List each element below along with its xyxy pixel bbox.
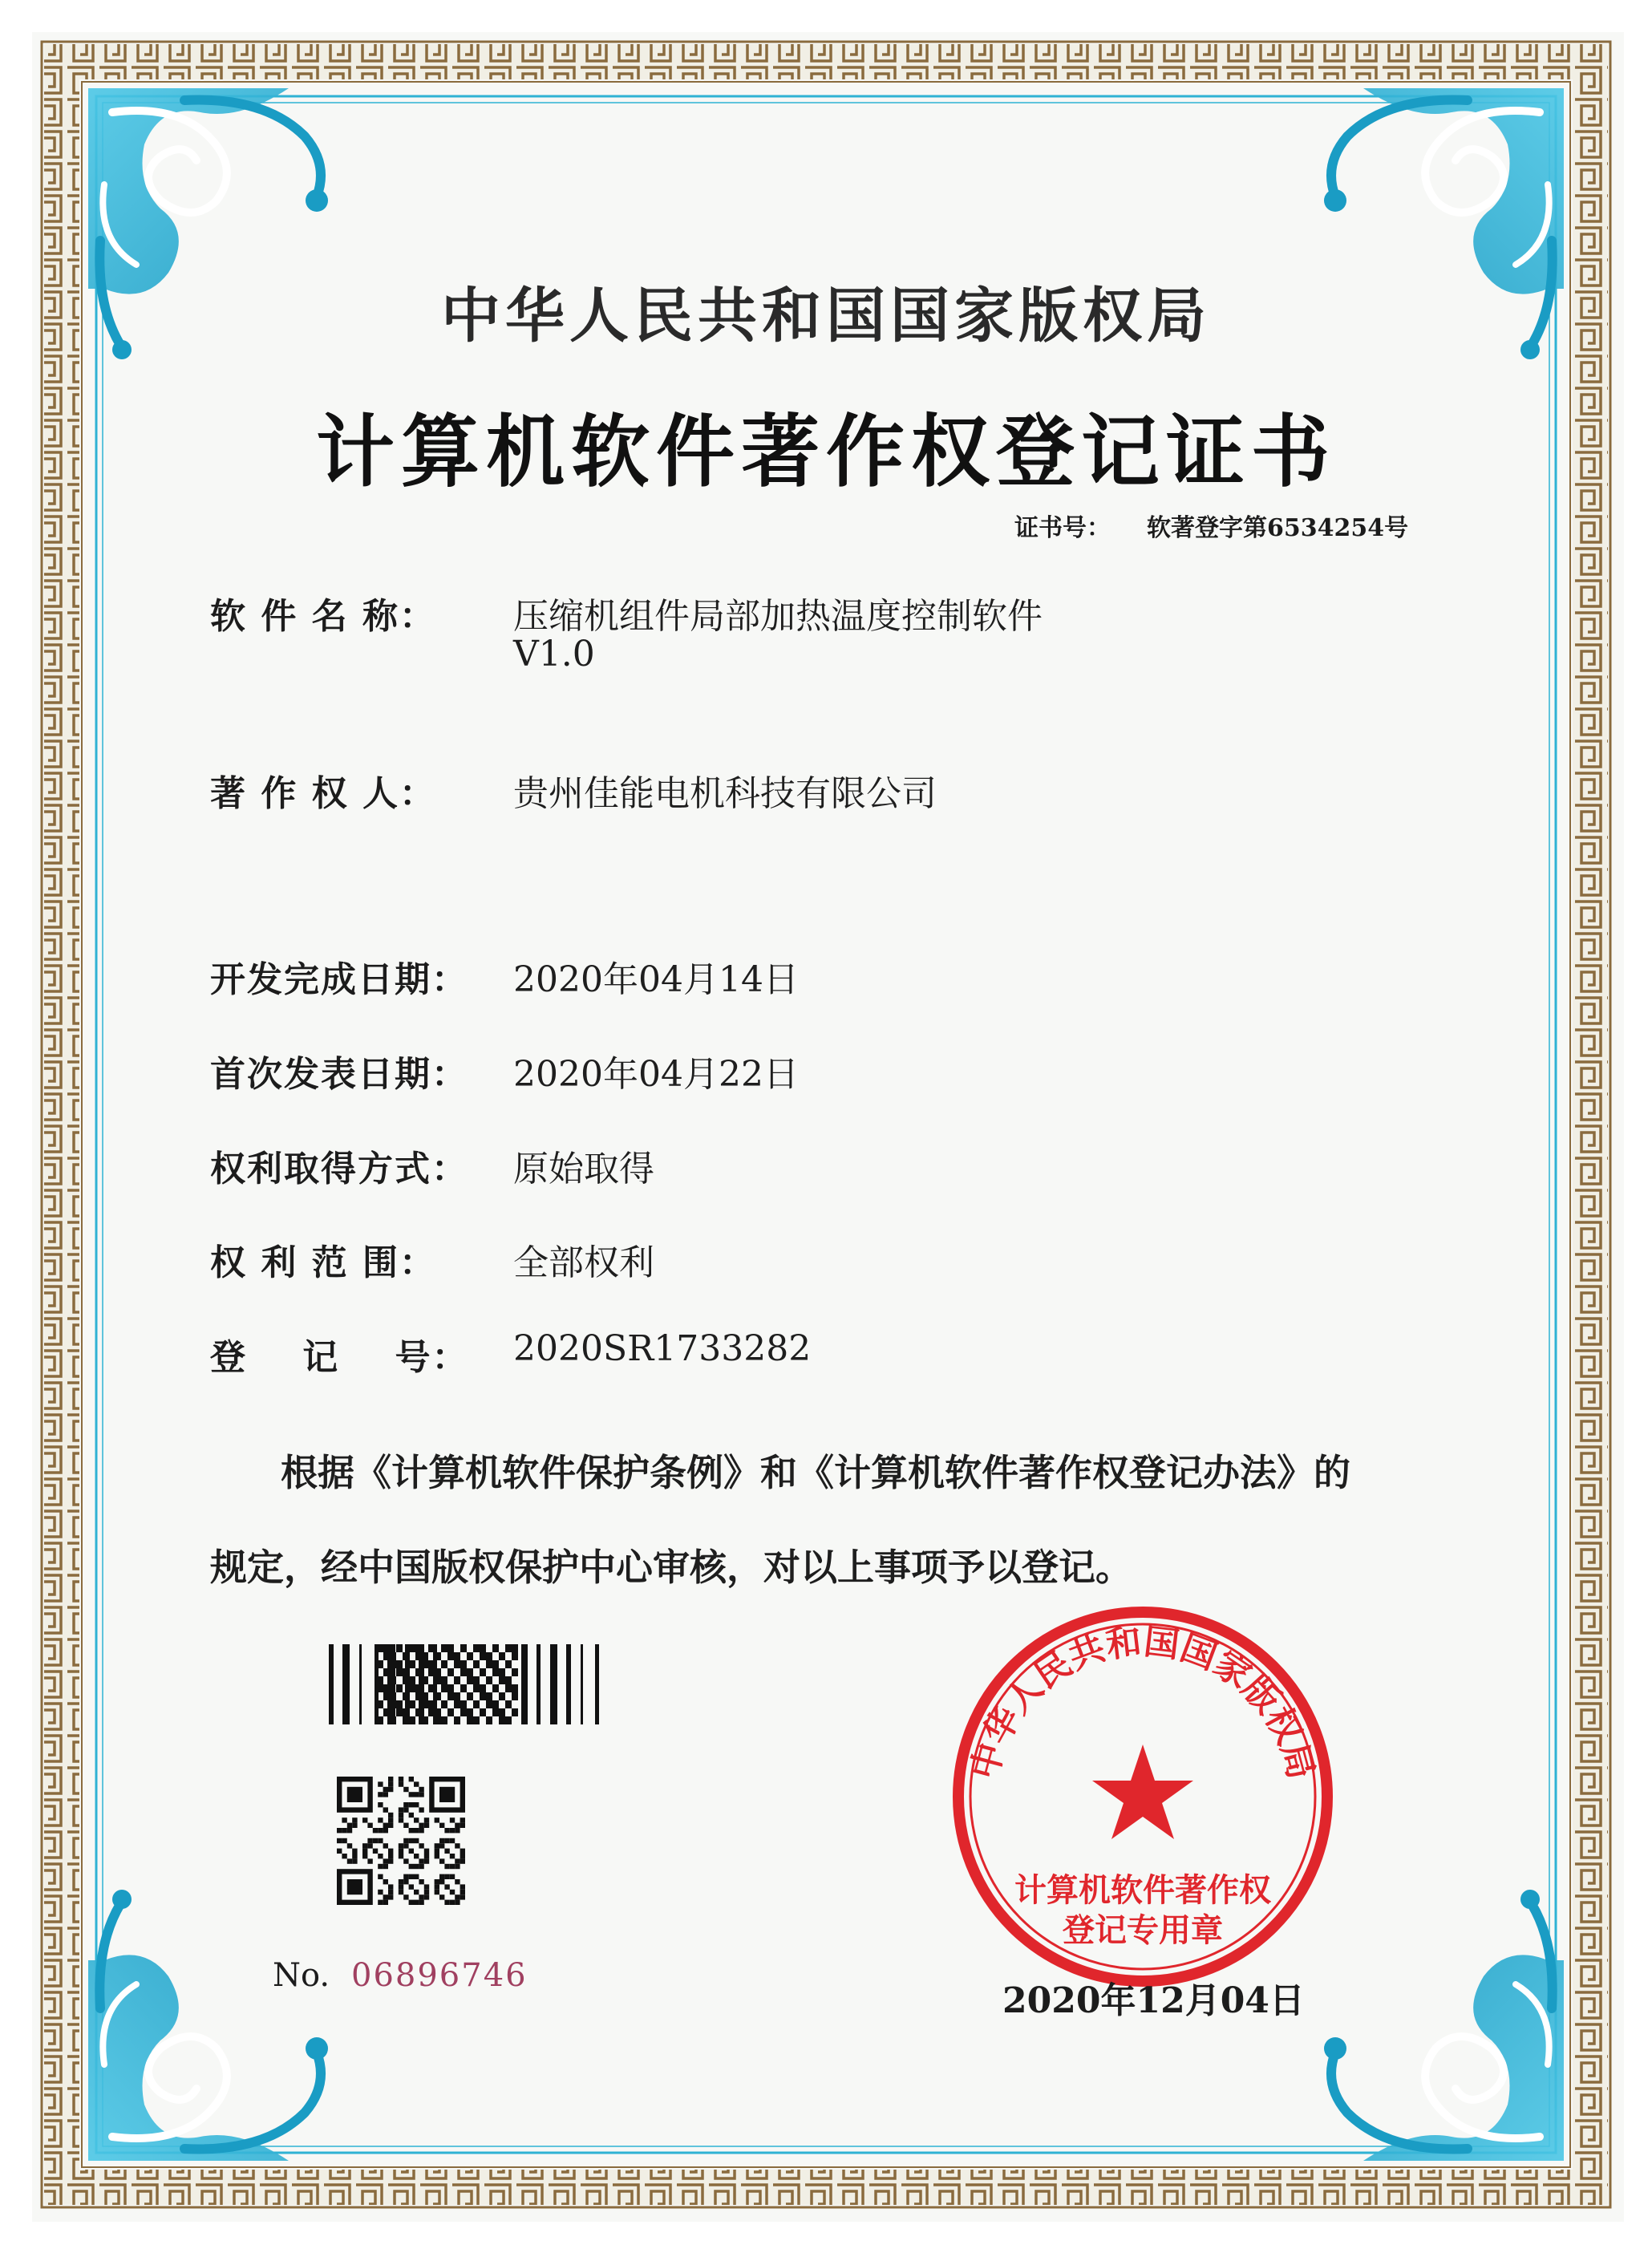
publication-date-label: 首次发表日期： bbox=[210, 1054, 468, 1095]
acquisition-method-value: 原始取得 bbox=[513, 1149, 654, 1189]
certificate-title: 计算机软件著作权登记证书 bbox=[315, 406, 1336, 498]
rights-scope-value: 全部权利 bbox=[513, 1242, 654, 1283]
certificate-number-label: 证书号： bbox=[1014, 514, 1111, 542]
seal-inner-text-line2: 登记专用章 bbox=[1063, 1913, 1223, 1948]
software-version-value: V1.0 bbox=[513, 634, 595, 675]
serial-number-value: 06896746 bbox=[351, 1957, 528, 1994]
software-name-label: 软 件 名 称： bbox=[210, 596, 436, 637]
registration-number-label: 登 记 号： bbox=[210, 1337, 469, 1378]
issuer-heading: 中华人民共和国国家版权局 bbox=[441, 282, 1211, 351]
seal-star-icon bbox=[1092, 1744, 1193, 1839]
certificate-number-value: 软著登字第6534254号 bbox=[1147, 514, 1409, 542]
software-name-value: 压缩机组件局部加热温度控制软件 bbox=[513, 596, 1043, 637]
legal-text-line2: 规定，经中国版权保护中心审核，对以上事项予以登记。 bbox=[210, 1546, 1132, 1589]
corner-ornament-bottom-left bbox=[88, 1890, 328, 2161]
rights-scope-label: 权 利 范 围： bbox=[210, 1242, 436, 1283]
issue-date: 2020年12月04日 bbox=[1002, 1980, 1305, 2021]
seal-outer-text: 中华人民共和国国家版权局 bbox=[964, 1622, 1322, 1784]
barcode-graphic bbox=[329, 1644, 599, 1724]
serial-number-label: No. bbox=[273, 1957, 330, 1994]
corner-ornament-bottom-right bbox=[1324, 1890, 1564, 2161]
legal-text-line1: 根据《计算机软件保护条例》和《计算机软件著作权登记办法》的 bbox=[281, 1451, 1350, 1494]
publication-date-value: 2020年04月22日 bbox=[513, 1054, 799, 1095]
registration-number-value: 2020SR1733282 bbox=[513, 1328, 812, 1369]
acquisition-method-label: 权利取得方式： bbox=[210, 1149, 468, 1189]
qr-code-graphic bbox=[337, 1777, 465, 1905]
completion-date-value: 2020年04月14日 bbox=[513, 959, 799, 1000]
official-seal bbox=[958, 1612, 1327, 1981]
greek-key-border bbox=[42, 42, 1610, 2207]
copyright-owner-label: 著 作 权 人： bbox=[210, 773, 436, 814]
seal-inner-text-line1: 计算机软件著作权 bbox=[1014, 1873, 1271, 1908]
completion-date-label: 开发完成日期： bbox=[210, 959, 468, 1000]
copyright-owner-value: 贵州佳能电机科技有限公司 bbox=[513, 773, 937, 814]
